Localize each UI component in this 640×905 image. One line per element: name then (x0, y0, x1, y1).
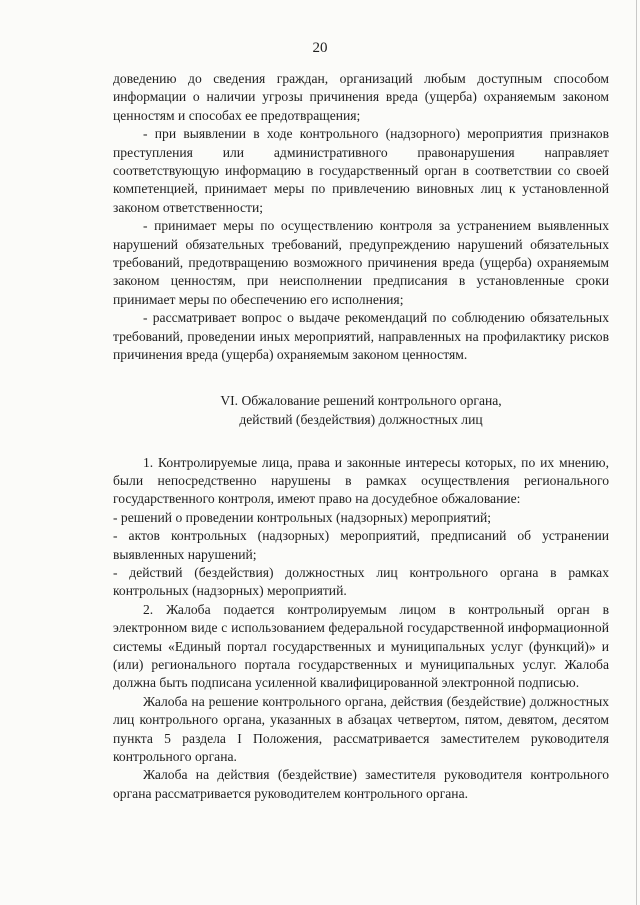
paragraph-group-top (113, 70, 609, 365)
paragraph: - актов контрольных (надзорных) мероприятий, предписаний об устранении выявленных нарушений; (113, 528, 609, 562)
paragraph: - принимает меры по осуществлению контроля за устранением выявленных нарушений обязательных требований, предупреждению нарушений обязательных требований, предотвращению возможного причинения вреда (ущерба) охраняемым законом ценностям, при неисполнении предписания в установленные сроки принимает меры по обеспечению его исполнения; (113, 218, 609, 307)
paragraph: - рассматривает вопрос о выдаче рекомендаций по соблюдению обязательных требований, проведении иных мероприятий, направленных на профилактику рисков причинения вреда (ущерба) охраняемым законом ценностям. (113, 310, 609, 363)
section-heading-line-1: VI. Обжалование решений контрольного органа, (220, 392, 502, 408)
paragraph: - при выявлении в ходе контрольного (надзорного) мероприятия признаков преступления или административного правонарушения направляет соответствующую информацию в государственный орган в соответствии со своей компетенцией, принимает меры по привлечению виновных лиц к установленной законом ответственности; (113, 126, 609, 215)
paragraph: доведению до сведения граждан, организаций любым доступным способом информации о наличии угрозы причинения вреда (ущерба) охраняемым законом ценностям и способах ее предотвращения; (113, 71, 609, 123)
paragraph: - решений о проведении контрольных (надзорных) мероприятий; (113, 509, 492, 525)
paragraph: Жалоба на решение контрольного органа, действия (бездействие) должностных лиц контрольного органа, указанных в абзацах четвертом, пятом, девятом, десятом пункта 5 раздела I Положения, рассматривается заместителем руководителя контрольного органа. (113, 693, 609, 764)
section-heading (113, 391, 609, 429)
paragraph: 2. Жалоба подается контролируемым лицом в контрольный орган в электронном виде с использованием федеральной государственной информационной системы «Единый портал государственных и муниципальных услуг (функций)» и (или) регионального портала государственных и муниципальных услуг. Жалоба должна быть подписана усиленной квалифицированной электронной подписью. (113, 601, 609, 691)
section-heading-line-2: действий (бездействия) должностных лиц (239, 411, 483, 427)
scan-edge-line (636, 0, 637, 905)
document-body (113, 70, 609, 803)
paragraph: Жалоба на действия (бездействие) заместителя руководителя контрольного органа рассматривается руководителем контрольного органа. (113, 767, 609, 801)
page-number: 20 (312, 40, 328, 56)
paragraph: 1. Контролируемые лица, права и законные интересы которых, по их мнению, были непосредственно нарушены в рамках осуществления регионального государственного контроля, имеют право на досудебное обжалование: (113, 454, 609, 507)
paragraph-group-bottom (113, 454, 609, 804)
paragraph: - действий (бездействия) должностных лиц контрольного органа в рамках контрольных (надзорных) мероприятий. (113, 564, 609, 599)
